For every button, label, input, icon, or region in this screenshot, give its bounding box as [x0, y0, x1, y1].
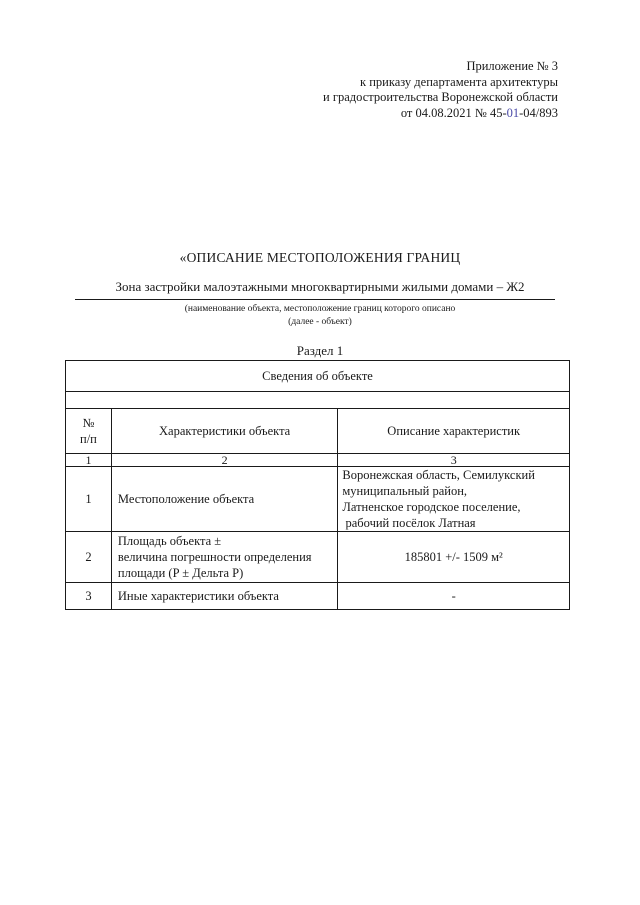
table-row [66, 583, 570, 610]
zone-name: Зона застройки малоэтажными многоквартирными жилыми домами – Ж2 [115, 279, 525, 294]
row-2-description: 185801 +/- 1509 м² [338, 532, 570, 583]
header-line-3: и градостроительства Воронежской области [323, 90, 558, 104]
table-empty-row [66, 392, 570, 409]
object-info-table [65, 360, 570, 610]
table-caption-row [66, 361, 570, 392]
table-empty-cell [66, 392, 570, 409]
header-description: Описание характеристик [338, 409, 570, 454]
document-title: «ОПИСАНИЕ МЕСТОПОЛОЖЕНИЯ ГРАНИЦ [179, 250, 461, 265]
row-2-characteristic-line-2: величина погрешности определения [117, 550, 312, 564]
row-1-num: 1 [66, 467, 112, 532]
header-characteristics: Характеристики объекта [111, 409, 337, 454]
column-number-1: 1 [66, 454, 112, 467]
row-1-description-line-4: рабочий посёлок Латная [342, 516, 476, 530]
document-header [323, 59, 558, 121]
row-1-description-line-3: Латненское городское поселение, [342, 500, 521, 514]
row-1-description-line-1: Воронежская область, Семилукский [342, 468, 535, 482]
object-note [0, 303, 640, 329]
order-number-handwritten: 01 [506, 105, 520, 120]
order-number-prefix: от 04.08.2021 № 45- [400, 105, 507, 120]
row-1-description [338, 467, 570, 532]
row-3-num: 3 [66, 583, 112, 610]
header-line-1: Приложение № 3 [466, 59, 558, 73]
row-3-description: - [338, 583, 570, 610]
table-caption: Сведения об объекте [66, 361, 570, 392]
order-number-suffix: -04/893 [519, 105, 558, 120]
header-line-2: к приказу департамента архитектуры [360, 74, 558, 89]
header-num [66, 409, 112, 454]
column-number-row [66, 454, 570, 467]
table-row [66, 467, 570, 532]
row-1-description-line-2: муниципальный район, [342, 484, 468, 498]
section-label: Раздел 1 [296, 343, 344, 358]
object-note-line-1: (наименование объекта, местоположение границ которого описано [184, 304, 456, 314]
object-note-line-2: (далее - объект) [288, 317, 352, 327]
row-3-characteristic: Иные характеристики объекта [111, 583, 337, 610]
column-number-3: 3 [338, 454, 570, 467]
table-header-row [66, 409, 570, 454]
row-2-num: 2 [66, 532, 112, 583]
column-number-2: 2 [111, 454, 337, 467]
header-num-line-2: п/п [80, 432, 97, 446]
row-2-characteristic-line-1: Площадь объекта ± [117, 534, 222, 548]
header-line-4 [323, 106, 558, 122]
row-2-characteristic-line-3: площади (P ± Дельта P) [117, 566, 244, 580]
zone-underline [75, 299, 555, 300]
row-2-characteristic [111, 532, 337, 583]
table-row [66, 532, 570, 583]
row-1-characteristic: Местоположение объекта [111, 467, 337, 532]
header-num-line-1: № [82, 416, 95, 430]
